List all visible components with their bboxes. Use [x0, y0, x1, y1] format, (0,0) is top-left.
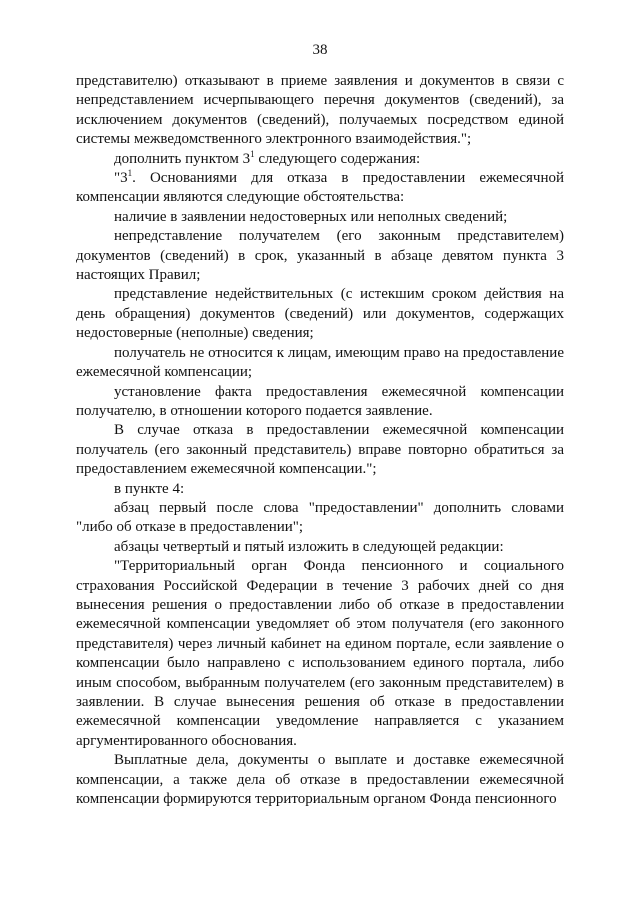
paragraph: наличие в заявлении недостоверных или неполных сведений; — [114, 208, 508, 225]
superscript: 1 — [127, 168, 133, 179]
document-body — [76, 72, 564, 809]
paragraph: абзац первый после слова "предоставлении" дополнить словами "либо об отказе в предоставлении"; — [76, 499, 564, 536]
paragraph: В случае отказа в предоставлении ежемесячной компенсации получатель (его законный представитель) вправе повторно обратиться за предоставлением ежемесячной компенсации."; — [76, 422, 564, 478]
paragraph: непредставление получателем (его законным представителем) документов (сведений) в срок, указанный в абзаце девятом пункта 3 настоящих Правил; — [76, 228, 564, 284]
paragraph: абзацы четвертый и пятый изложить в следующей редакции: — [114, 538, 504, 555]
paragraph: "Территориальный орган Фонда пенсионного и социального страхования Российской Федерации в течение 3 рабочих дней со дня вынесения решения о предоставлении либо об отказе в предоставлении ежемесячной компенсации уведомляет об этом получателя (его законного представителя) через личный кабинет на едином портале, если заявление о компенсации было направлено с использованием единого портала, либо иным способом, выбранным получателем (его законным представителем) в заявлении. В случае вынесения решения об отказе в предоставлении ежемесячной компенсации уведомление направляется с указанием аргументированного обоснования. — [76, 558, 564, 749]
paragraph: представление недействительных (с истекшим сроком действия на день обращения) документов (сведений) или документов, содержащих недостоверные (неполные) сведения; — [76, 286, 564, 342]
paragraph — [76, 169, 564, 208]
paragraph: представителю) отказывают в приеме заявления и документов в связи с непредставлением исчерпывающего перечня документов (сведений), за исключением документов (сведений), получаемых посредством единой системы межведомственного электронного взаимодействия."; — [76, 73, 564, 148]
page-number: 38 — [312, 42, 328, 58]
paragraph-text: "3 — [114, 170, 128, 187]
paragraph: Выплатные дела, документы о выплате и доставке ежемесячной компенсации, а также дела об отказе в предоставлении ежемесячной компенсации формируются территориальным органом Фонда пенсионного — [76, 752, 564, 808]
paragraph — [76, 150, 564, 169]
superscript: 1 — [250, 148, 255, 159]
paragraph-text: . Основаниями для отказа в предоставлении ежемесячной компенсации являются следующие обстоятельства: — [76, 170, 564, 206]
paragraph-text: дополнить пунктом 3 — [114, 150, 251, 167]
paragraph: получатель не относится к лицам, имеющим право на предоставление ежемесячной компенсации; — [76, 344, 564, 381]
paragraph-text: следующего содержания: — [254, 150, 421, 167]
paragraph: установление факта предоставления ежемесячной компенсации получателю, в отношении которого подается заявление. — [76, 383, 564, 419]
paragraph: в пункте 4: — [114, 480, 185, 497]
